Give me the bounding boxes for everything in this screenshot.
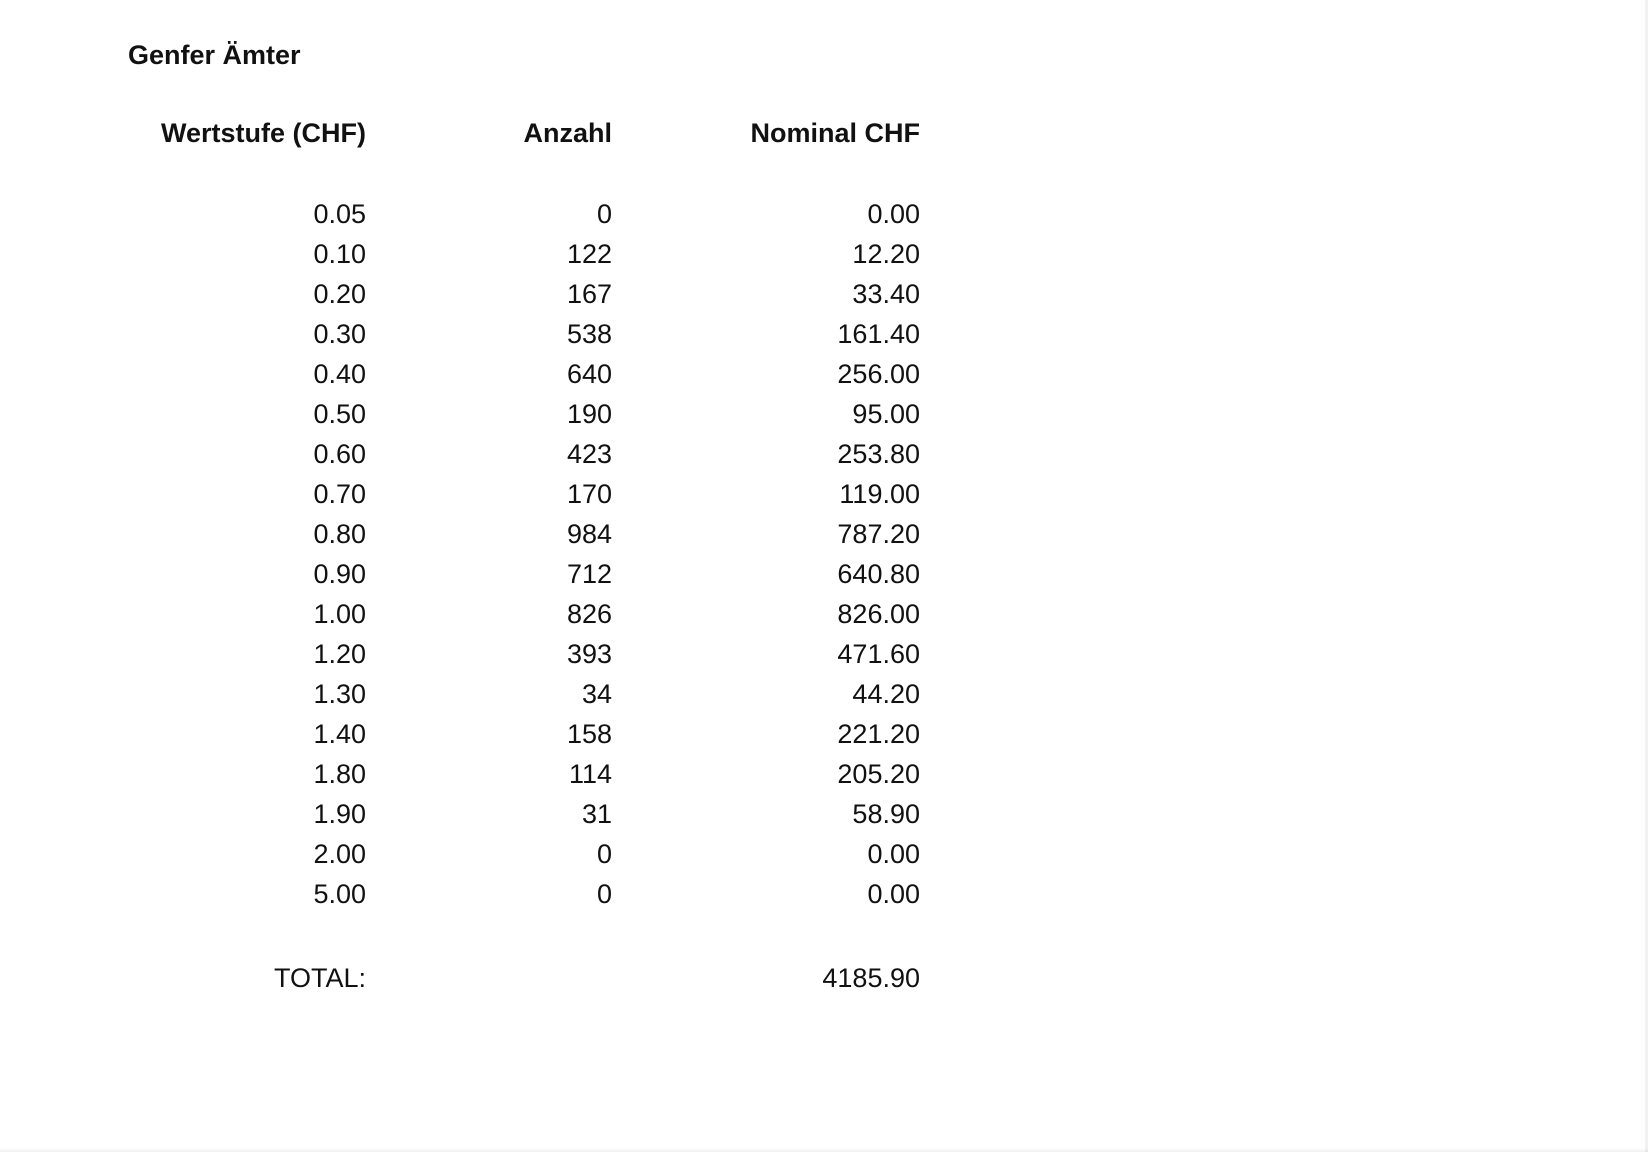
- cell-nominal: 787.20: [837, 519, 920, 549]
- cell-nominal: 640.80: [837, 559, 920, 589]
- cell-anzahl: 190: [566, 399, 612, 429]
- table-row: [0, 794, 1000, 834]
- cell-wertstufe: 0.50: [313, 399, 366, 429]
- table-row: [0, 514, 1000, 554]
- cell-nominal: 12.20: [852, 239, 920, 269]
- table-row: [0, 554, 1000, 594]
- column-header-wertstufe: Wertstufe (CHF): [161, 118, 366, 148]
- cell-anzahl: 538: [566, 319, 612, 349]
- cell-anzahl: 640: [566, 359, 612, 389]
- cell-wertstufe: 0.90: [313, 559, 366, 589]
- cell-anzahl: 712: [566, 559, 612, 589]
- cell-nominal: 256.00: [837, 359, 920, 389]
- cell-anzahl: 122: [566, 239, 612, 269]
- table-row: [0, 394, 1000, 434]
- cell-wertstufe: 1.00: [313, 599, 366, 629]
- cell-nominal: 0.00: [867, 879, 920, 909]
- total-value: 4185.90: [822, 963, 920, 993]
- cell-anzahl: 31: [581, 799, 612, 829]
- cell-nominal: 221.20: [837, 719, 920, 749]
- cell-wertstufe: 1.90: [313, 799, 366, 829]
- cell-wertstufe: 0.30: [313, 319, 366, 349]
- cell-wertstufe: 0.10: [313, 239, 366, 269]
- total-row: [0, 958, 1000, 998]
- table-row: [0, 434, 1000, 474]
- cell-anzahl: 34: [581, 679, 612, 709]
- cell-nominal: 44.20: [852, 679, 920, 709]
- cell-nominal: 161.40: [837, 319, 920, 349]
- cell-anzahl: 423: [566, 439, 612, 469]
- cell-anzahl: 170: [566, 479, 612, 509]
- cell-wertstufe: 1.20: [313, 639, 366, 669]
- cell-anzahl: 0: [596, 199, 612, 229]
- cell-anzahl: 0: [596, 839, 612, 869]
- cell-wertstufe: 1.30: [313, 679, 366, 709]
- table-row: [0, 474, 1000, 514]
- cell-anzahl: 158: [566, 719, 612, 749]
- table-row: [0, 234, 1000, 274]
- cell-wertstufe: 0.70: [313, 479, 366, 509]
- cell-wertstufe: 0.60: [313, 439, 366, 469]
- cell-nominal: 0.00: [867, 199, 920, 229]
- cell-anzahl: 984: [566, 519, 612, 549]
- cell-anzahl: 167: [566, 279, 612, 309]
- cell-wertstufe: 1.40: [313, 719, 366, 749]
- cell-nominal: 119.00: [839, 479, 920, 509]
- cell-anzahl: 114: [568, 759, 612, 789]
- cell-nominal: 826.00: [837, 599, 920, 629]
- value-table: [0, 194, 1000, 914]
- cell-wertstufe: 0.05: [313, 199, 366, 229]
- table-row: [0, 754, 1000, 794]
- column-header-anzahl: Anzahl: [523, 118, 612, 148]
- cell-anzahl: 393: [566, 639, 612, 669]
- cell-nominal: 253.80: [837, 439, 920, 469]
- cell-anzahl: 826: [566, 599, 612, 629]
- cell-nominal: 205.20: [837, 759, 920, 789]
- table-row: [0, 594, 1000, 634]
- column-header-nominal: Nominal CHF: [750, 118, 920, 148]
- table-row: [0, 714, 1000, 754]
- cell-nominal: 58.90: [852, 799, 920, 829]
- cell-nominal: 0.00: [867, 839, 920, 869]
- cell-nominal: 33.40: [852, 279, 920, 309]
- table-row: [0, 314, 1000, 354]
- cell-wertstufe: 2.00: [313, 839, 366, 869]
- total-label: TOTAL:: [273, 963, 366, 993]
- cell-wertstufe: 5.00: [313, 879, 366, 909]
- table-row: [0, 354, 1000, 394]
- cell-nominal: 471.60: [837, 639, 920, 669]
- table-row: [0, 674, 1000, 714]
- table-row: [0, 834, 1000, 874]
- cell-wertstufe: 0.40: [313, 359, 366, 389]
- table-row: [0, 634, 1000, 674]
- cell-anzahl: 0: [596, 879, 612, 909]
- page-title: Genfer Ämter: [128, 40, 301, 70]
- cell-nominal: 95.00: [852, 399, 920, 429]
- table-row: [0, 274, 1000, 314]
- cell-wertstufe: 0.20: [313, 279, 366, 309]
- cell-wertstufe: 1.80: [313, 759, 366, 789]
- table-row: [0, 874, 1000, 914]
- scan-edge: [0, 1148, 1648, 1152]
- table-row: [0, 194, 1000, 234]
- cell-wertstufe: 0.80: [313, 519, 366, 549]
